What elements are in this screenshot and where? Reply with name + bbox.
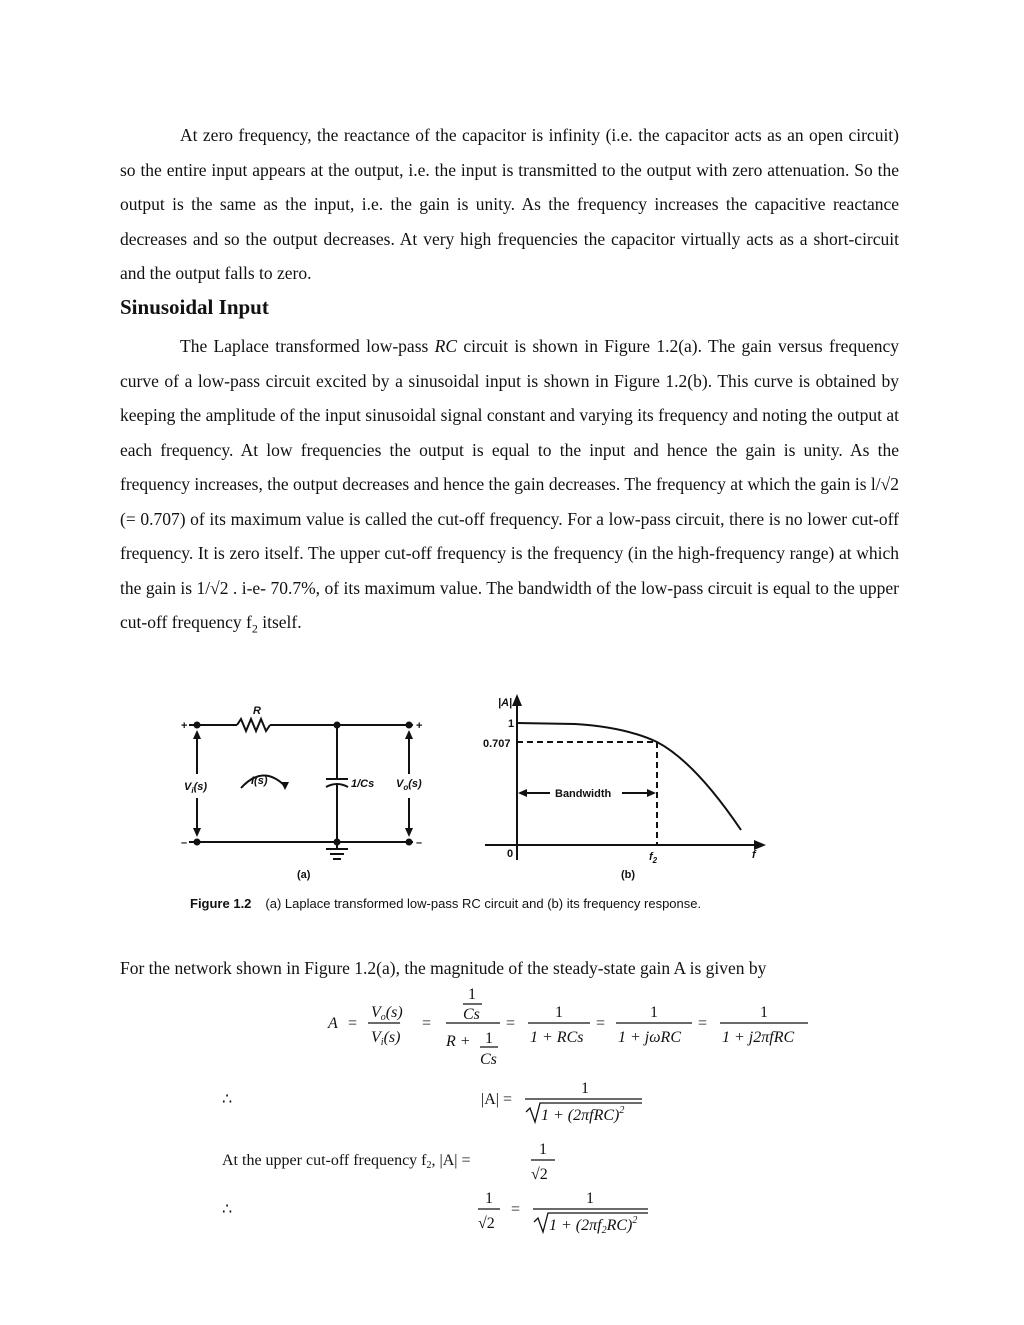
numeral-one: 1 — [581, 1080, 589, 1097]
numeral-one: 1 — [539, 1141, 547, 1158]
cs-term: Cs — [480, 1051, 497, 1068]
circuit-diagram — [189, 719, 413, 859]
paragraph-text: The Laplace transformed low-pass — [180, 336, 435, 356]
paragraph-sinusoidal-input — [120, 329, 899, 646]
denominator-rcs: 1 + RCs — [530, 1029, 584, 1046]
y-axis-label: |A| — [498, 697, 513, 709]
minus-sign: – — [416, 837, 423, 849]
origin-label: 0 — [507, 848, 514, 860]
numeral-one: 1 — [650, 1004, 658, 1021]
magnitude-lhs: |A| = — [481, 1091, 512, 1108]
arrowhead — [281, 782, 289, 790]
paragraph-text: circuit is shown in Figure 1.2(a). The gain versus frequency curve of a low-pass circuit excited by a sinusoidal input is shown in Figure 1.2(b). This curve is obtained by keeping the amplitude of the input sinusoidal signal constant and varying its frequency and noting the output at each frequency. At low frequencies the output is equal to the input and hence the gain is unity. As the frequency increases, the output decreases and hence the gain decreases. The frequency at which the gain is l/√2 (= 0.707) of its maximum value is called the cut-off frequency. For a low-pass circuit, there is no lower cut-off frequency. It is zero itself. The upper cut-off frequency is the frequency (in the high-frequency range) at which the gain is 1/√2 . i-e- 70.7%, of its maximum value. The bandwidth of the low-pass circuit is equal to the upper cut-off frequency f — [120, 336, 899, 632]
y-axis-arrowhead — [512, 694, 522, 706]
denominator-j2pifrc: 1 + j2πfRC — [722, 1029, 795, 1046]
rc-term: RC — [434, 336, 458, 356]
numeral-one: 1 — [468, 986, 476, 1003]
plus-sign: + — [181, 720, 188, 732]
plus-sign: + — [416, 720, 423, 732]
figure-drawing — [175, 690, 775, 920]
arrowhead — [405, 730, 413, 739]
figure-1-2 — [175, 690, 775, 920]
minus-sign: – — [181, 837, 188, 849]
current-label: I(s) — [251, 775, 268, 787]
panel-label-a: (a) — [297, 869, 311, 881]
numeral-one: 1 — [485, 1030, 493, 1047]
arrowhead — [405, 828, 413, 837]
capacitor-label: 1/Cs — [351, 778, 375, 790]
equation-text — [222, 986, 794, 1236]
node-dot — [406, 839, 413, 846]
paragraph-zero-frequency: At zero frequency, the reactance of the capacitor is infinity (i.e. the capacitor acts as an open circuit) so the entire input appears at the output, i.e. the input is transmitted to the output with zero attenuation. So the output is the same as the input, i.e. the gain is unity. As the frequency increases the capacitive reactance decreases and so the output decreases. At very high frequencies the capacitor virtually acts as a short-circuit and the output falls to zero. — [120, 125, 899, 283]
node-dot — [334, 722, 341, 729]
resistor-label: R — [253, 705, 261, 717]
sqrt-body-f2: $1 + (2\pi f2RC)^2$ — [549, 1215, 638, 1236]
arrowhead — [193, 730, 201, 739]
graph-labels — [483, 697, 757, 881]
resistor-symbol — [237, 719, 270, 731]
circuit-labels — [181, 705, 422, 881]
vi-denominator: Vi(s) — [371, 1029, 401, 1048]
equals-sign: = — [506, 1015, 516, 1032]
caption-text: (a) Laplace transformed low-pass RC circuit and (b) its frequency response. — [265, 896, 702, 911]
vo-numerator: Vo(s) — [371, 1004, 403, 1023]
equals-sign: = — [511, 1201, 521, 1218]
paragraph-text: itself. — [257, 612, 302, 632]
numeral-one: 1 — [485, 1190, 493, 1207]
cs-term: Cs — [463, 1006, 480, 1023]
numeral-one: 1 — [586, 1190, 594, 1207]
frequency-response-graph — [485, 700, 760, 860]
therefore-symbol: ∴ — [222, 1091, 233, 1108]
figure-caption — [190, 896, 701, 911]
node-dot — [334, 839, 341, 846]
x-axis-label: f — [752, 849, 756, 861]
bandwidth-label: Bandwidth — [555, 788, 612, 800]
equals-sign: = — [348, 1015, 358, 1032]
denominator-jwrc: 1 + jωRC — [618, 1029, 681, 1046]
equals-sign: = — [422, 1015, 432, 1032]
figure-number: Figure 1.2 — [190, 896, 252, 911]
panel-label-b: (b) — [621, 869, 636, 881]
arrowhead — [518, 789, 527, 797]
r-plus-term: R + — [446, 1033, 471, 1050]
gain-curve — [517, 723, 741, 830]
arrowhead — [647, 789, 656, 797]
equals-sign: = — [596, 1015, 606, 1032]
vo-label: $V_o(s)$ — [396, 778, 422, 792]
sqrt-two: √2 — [531, 1166, 548, 1183]
paragraph-steady-state: For the network shown in Figure 1.2(a), the magnitude of the steady-state gain A is given by — [120, 958, 767, 978]
y-tick-label: 0.707 — [483, 738, 511, 750]
equals-sign: = — [698, 1015, 708, 1032]
equation-block — [200, 982, 840, 1252]
sqrt-two: √2 — [478, 1215, 495, 1232]
gain-symbol: A — [328, 1015, 338, 1032]
numeral-one: 1 — [760, 1004, 768, 1021]
section-heading: Sinusoidal Input — [120, 295, 269, 319]
x-axis-arrowhead — [754, 840, 766, 850]
node-dot — [406, 722, 413, 729]
y-tick-label: 1 — [508, 718, 515, 730]
graph-markers — [512, 694, 766, 850]
node-dot — [194, 722, 201, 729]
therefore-symbol: ∴ — [222, 1201, 233, 1218]
sqrt-body: $1 + (2\pi fRC)^2$ — [541, 1105, 625, 1124]
subscript: 2 — [251, 621, 258, 636]
numeral-one: 1 — [555, 1004, 563, 1021]
vi-label: $V_i(s)$ — [184, 781, 208, 795]
node-dot — [194, 839, 201, 846]
circuit-markers — [193, 722, 413, 846]
upper-cutoff-statement: At the upper cut-off frequency f2, |A| = — [222, 1152, 471, 1171]
arrowhead — [193, 828, 201, 837]
cutoff-frequency-label: $f_2$ — [649, 851, 658, 865]
equations-drawing — [200, 982, 840, 1252]
